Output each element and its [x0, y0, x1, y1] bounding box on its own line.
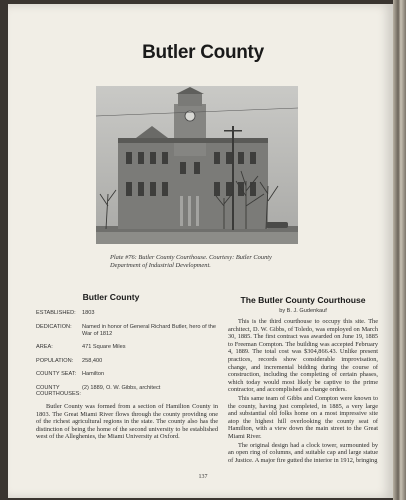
paragraph: Butler County was formed from a section of Hamilton County in 1803. The Great Miami River flows through the county providing one of the richest agricultural regions in the state. The county also has the distinction of being the home of the second university to be established west of the Alleghenies, the Miami University at Oxford.: [36, 403, 218, 441]
fact-value: Named in honor of General Richard Butler, hero of the War of 1812: [82, 323, 217, 337]
paragraph: This same team of Gibbs and Compton were known to the county, having just completed, in 1885, a very large and substantial old folks home on a most impressive site atop the highest hill overlooking the county seat of Hamilton, with a view down the main street to the Great Miami River.: [228, 394, 378, 440]
paragraph: The original design had a clock tower, surmounted by an open ring of columns, and suitable cap and large statue of Justice. A major fire gutted the interior in 1912, bringing: [228, 441, 378, 464]
fact-value: 1803: [82, 310, 95, 316]
fact-row: [36, 385, 216, 397]
fact-label: ESTABLISHED:: [36, 310, 76, 316]
photo-caption: Plate #76: Butler County Courthouse. Courtesy: Butler County Department of Industrial Development.: [110, 254, 272, 269]
paragraph: This is the third courthouse to occupy this site. The architect, D. W. Gibbs, of Toledo, was employed on March 30, 1885. The first contract was awarded on June 19, 1885 to Freeman Compton. The building was accepted February 4, 1889. The total cost was $304,866.43. Unlike present practices, records show considerable improvisation, change, and incremental bidding during the course of construction, including the completing of certain phases, which today would most likely be captive to the prime contractor, and accomplished as change orders.: [228, 318, 378, 394]
fact-label: COUNTY COURTHOUSES:: [36, 384, 81, 397]
fact-row: [36, 371, 216, 378]
county-facts: [36, 310, 216, 403]
fact-value: 258,400: [82, 357, 103, 364]
right-section-heading: The Butler County Courthouse: [240, 295, 366, 305]
fact-row: [36, 310, 216, 317]
byline: by B. J. Gudenkauf: [279, 308, 327, 314]
fact-label: DEDICATION:: [36, 323, 72, 330]
page-number: 137: [198, 474, 208, 480]
page-edge: [393, 0, 406, 500]
left-section-heading: Butler County: [82, 292, 140, 302]
fact-row: [36, 344, 216, 351]
fact-value: 471 Square Miles: [82, 344, 126, 350]
fact-label: COUNTY SEAT:: [36, 371, 77, 377]
page-title: Butler County: [142, 42, 264, 63]
fact-value: (2) 1889, O. W. Gibbs, architect: [82, 384, 161, 391]
fact-row: [36, 358, 216, 365]
courthouse-photo: [96, 86, 298, 244]
fact-value: Hamilton: [82, 371, 105, 377]
right-body-text: [228, 318, 378, 465]
fact-label: POPULATION:: [36, 357, 74, 364]
left-body-text: [36, 403, 218, 442]
courthouse-illustration: [96, 86, 298, 244]
fact-label: AREA:: [36, 344, 53, 350]
fact-row: [36, 324, 216, 338]
